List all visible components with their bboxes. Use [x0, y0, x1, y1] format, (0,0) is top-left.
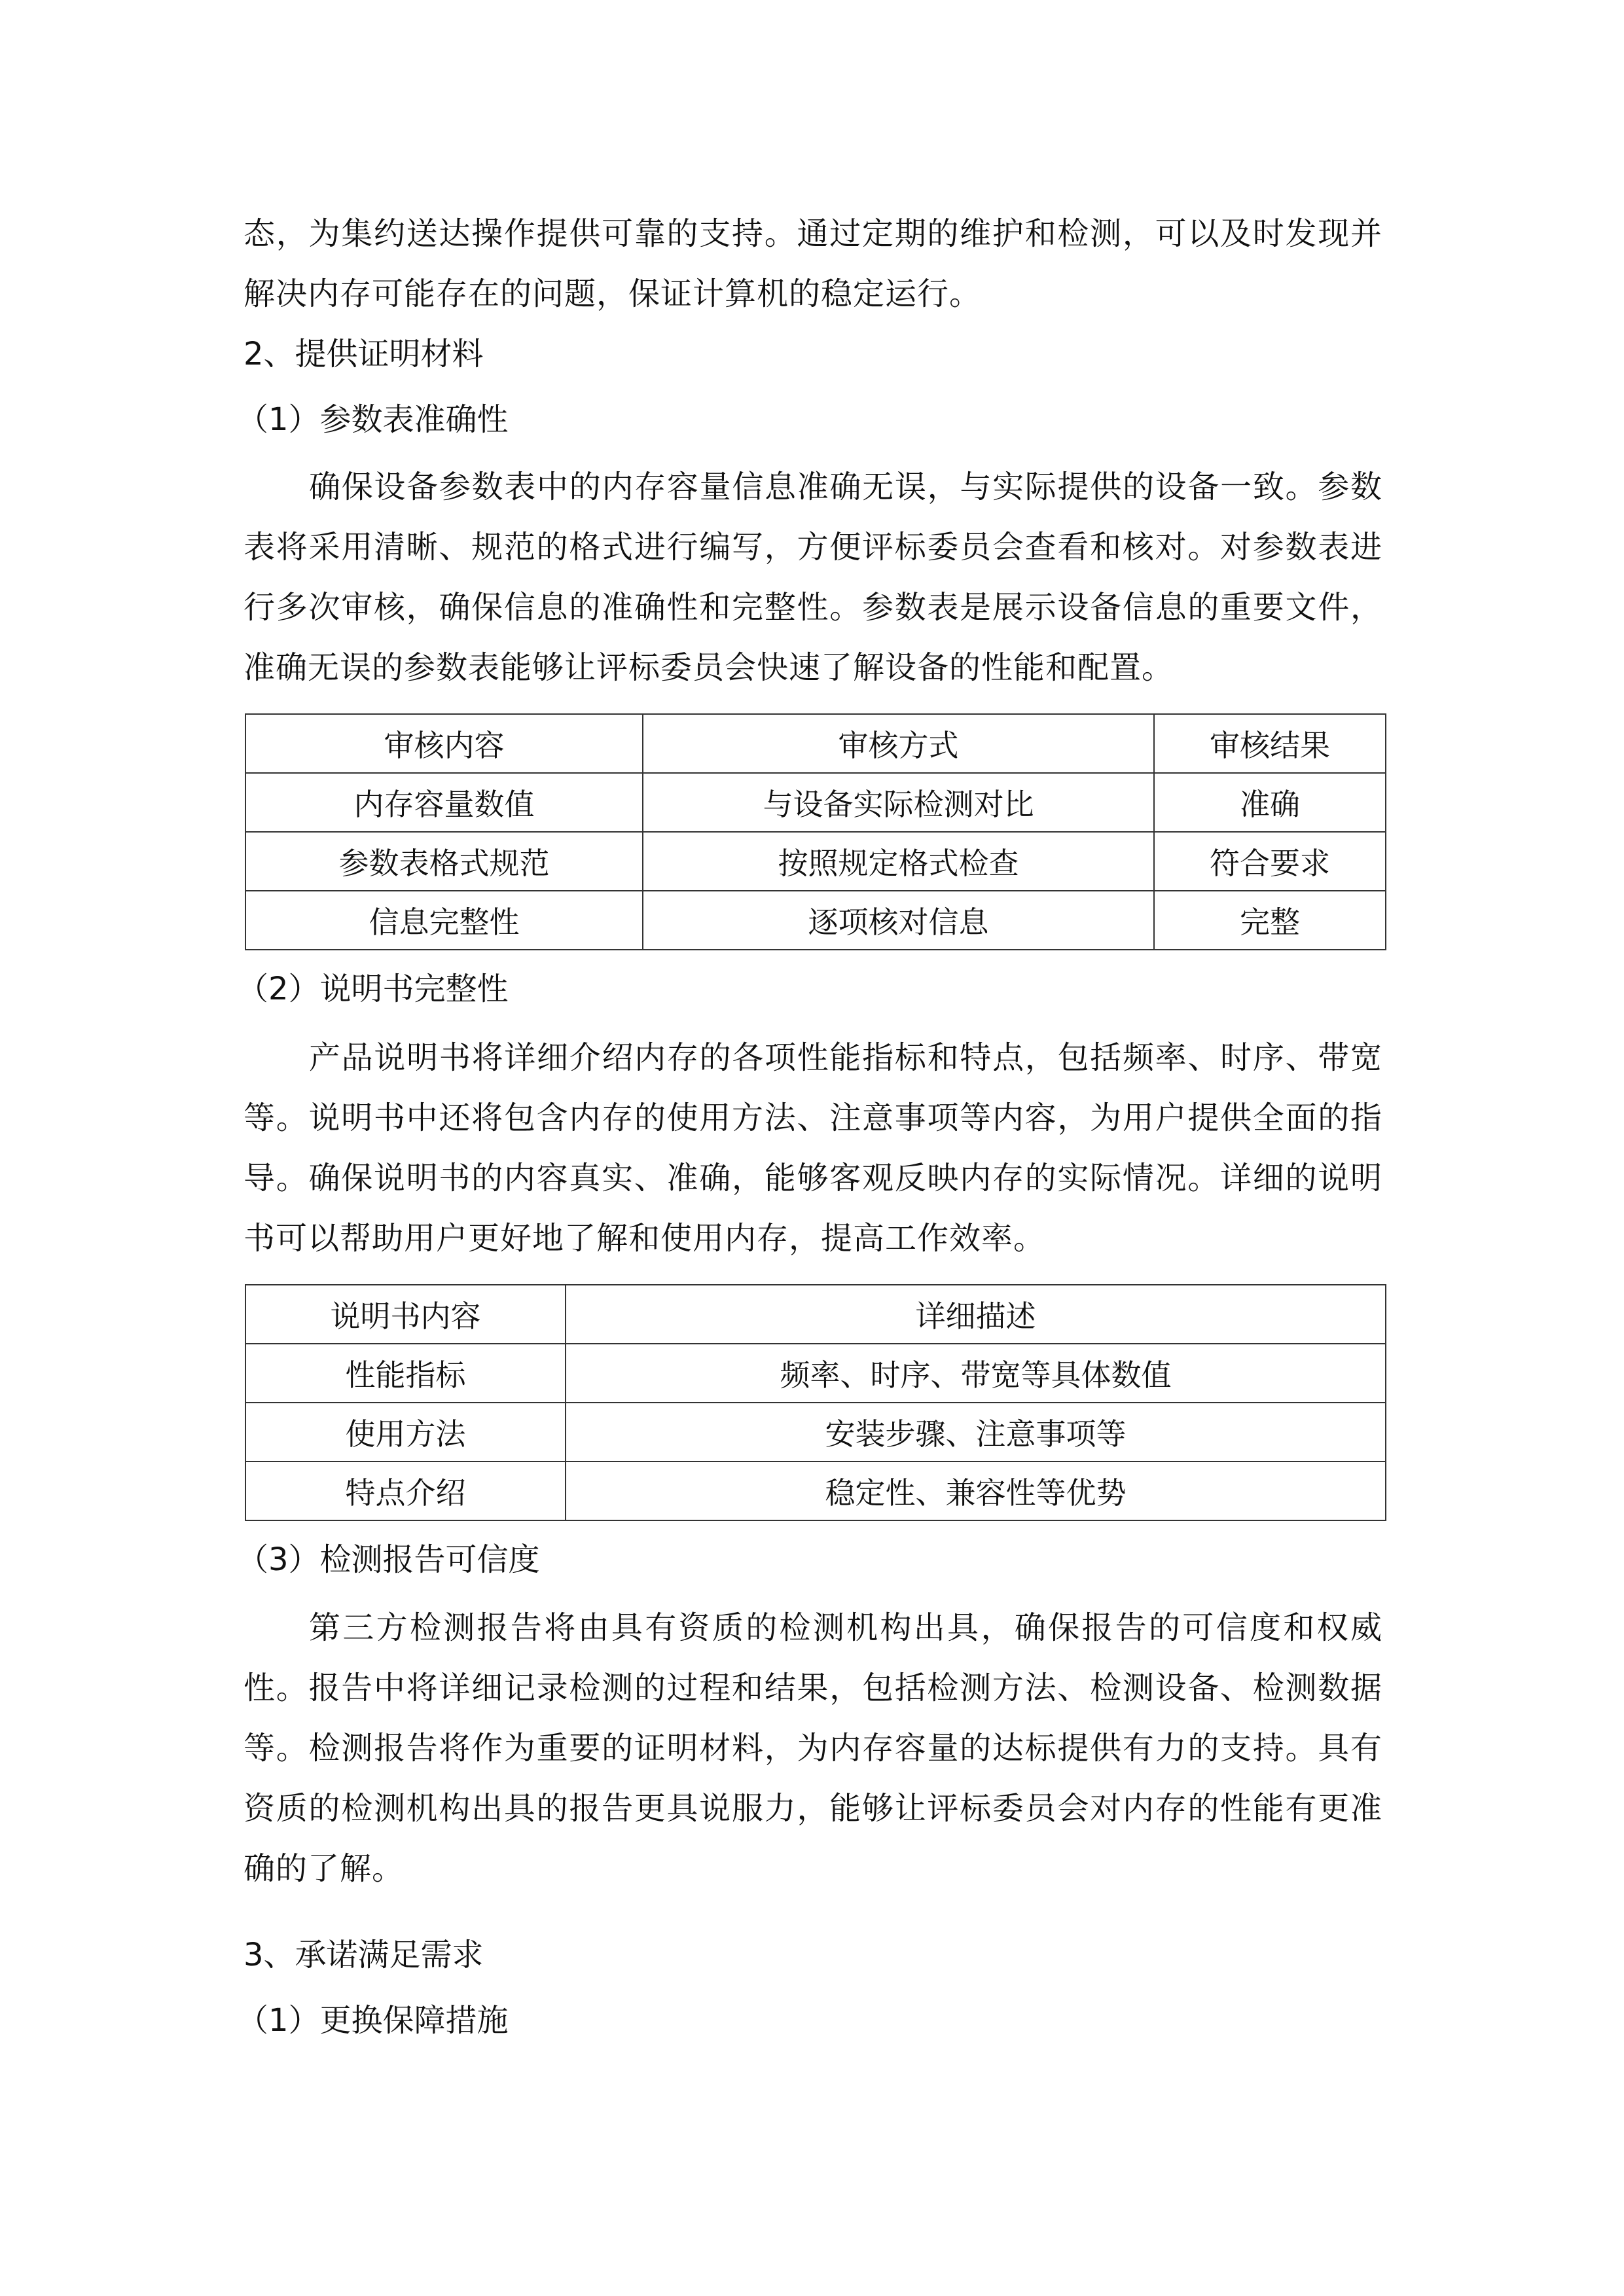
table-cell: 准确 — [1154, 773, 1386, 832]
table-row — [245, 1403, 1386, 1462]
table-header-row — [245, 1285, 1386, 1344]
table-cell: 符合要求 — [1154, 832, 1386, 891]
intro-paragraph: 态，为集约送达操作提供可靠的支持。通过定期的维护和检测，可以及时发现并解决内存可能存在的问题，保证计算机的稳定运行。 — [244, 215, 1382, 312]
table-cell: 逐项核对信息 — [643, 891, 1154, 950]
table-cell: 信息完整性 — [245, 891, 643, 950]
section-2-heading: 2、提供证明材料 — [244, 336, 484, 372]
table-cell: 性能指标 — [245, 1344, 566, 1403]
table-cell: 使用方法 — [245, 1403, 566, 1462]
table-header-cell: 审核结果 — [1154, 714, 1386, 773]
table-row — [245, 832, 1386, 891]
table-cell: 完整 — [1154, 891, 1386, 950]
table-cell: 内存容量数值 — [245, 773, 643, 832]
audit-table — [245, 713, 1386, 950]
table-cell: 频率、时序、带宽等具体数值 — [566, 1344, 1386, 1403]
table-cell: 参数表格式规范 — [245, 832, 643, 891]
subsection-2-2-paragraph: 产品说明书将详细介绍内存的各项性能指标和特点，包括频率、时序、带宽等。说明书中还将包含内存的使用方法、注意事项等内容，为用户提供全面的指导。确保说明书的内容真实、准确，能够客观反映内存的实际情况。详细的说明书可以帮助用户更好地了解和使用内存，提高工作效率。 — [244, 1039, 1382, 1257]
manual-table — [245, 1284, 1386, 1521]
subsection-2-1-paragraph: 确保设备参数表中的内存容量信息准确无误，与实际提供的设备一致。参数表将采用清晰、规范的格式进行编写，方便评标委员会查看和核对。对参数表进行多次审核，确保信息的准确性和完整性。参数表是展示设备信息的重要文件，准确无误的参数表能够让评标委员会快速了解设备的性能和配置。 — [244, 469, 1382, 686]
table-header-cell: 审核方式 — [643, 714, 1154, 773]
table-cell: 安装步骤、注意事项等 — [566, 1403, 1386, 1462]
table-row — [245, 773, 1386, 832]
table-row — [245, 1462, 1386, 1520]
subsection-2-1-heading: （1）参数表准确性 — [237, 401, 509, 438]
section-3-heading: 3、承诺满足需求 — [244, 1937, 484, 1973]
table-cell: 稳定性、兼容性等优势 — [566, 1462, 1386, 1520]
table-header-cell: 说明书内容 — [245, 1285, 566, 1344]
table-cell: 特点介绍 — [245, 1462, 566, 1520]
subsection-2-3-paragraph: 第三方检测报告将由具有资质的检测机构出具，确保报告的可信度和权威性。报告中将详细记录检测的过程和结果，包括检测方法、检测设备、检测数据等。检测报告将作为重要的证明材料，为内存容量的达标提供有力的支持。具有资质的检测机构出具的报告更具说服力，能够让评标委员会对内存的性能有更准确的了解。 — [244, 1609, 1382, 1887]
subsection-2-3-heading: （3）检测报告可信度 — [237, 1541, 540, 1578]
table-cell: 与设备实际检测对比 — [643, 773, 1154, 832]
table-row — [245, 891, 1386, 950]
table-header-cell: 详细描述 — [566, 1285, 1386, 1344]
subsection-2-2-heading: （2）说明书完整性 — [237, 971, 509, 1007]
table-cell: 按照规定格式检查 — [643, 832, 1154, 891]
table-row — [245, 1344, 1386, 1403]
subsection-3-1-heading: （1）更换保障措施 — [237, 2002, 509, 2039]
table-header-cell: 审核内容 — [245, 714, 643, 773]
table-header-row — [245, 714, 1386, 773]
